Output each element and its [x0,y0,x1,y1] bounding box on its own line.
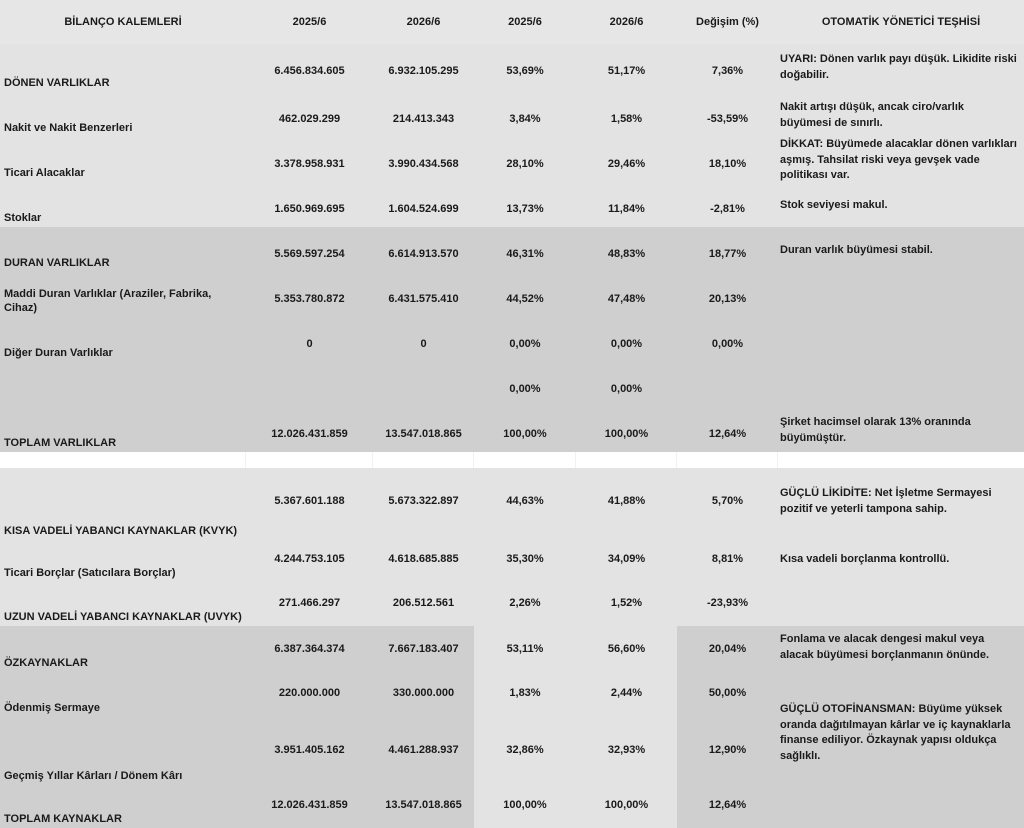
separator-cell[interactable] [0,452,246,468]
value-2026[interactable]: 13.547.018.865 [385,428,462,440]
table-row [0,626,1024,672]
header-2026-share[interactable]: 2026/6 [609,16,644,28]
row-label[interactable]: Ticari Borçlar (Satıcılara Borçlar) [4,567,176,579]
row-label[interactable]: KISA VADELİ YABANCI KAYNAKLAR (KVYK) [4,525,238,537]
separator-cell[interactable] [677,452,778,468]
table-row [0,137,1024,182]
share-2026[interactable]: 47,48% [607,293,646,305]
value-2025[interactable]: 12.026.431.859 [271,428,348,440]
table-row [0,227,1024,272]
share-2026[interactable]: 0,00% [610,383,643,395]
diagnosis-note[interactable]: Duran varlık büyümesi stabil. [780,244,933,256]
separator-cell[interactable] [778,452,1024,468]
value-2025[interactable]: 5.569.597.254 [274,248,345,260]
diagnosis-note[interactable]: UYARI: Dönen varlık payı düşük. Likidite riski doğabilir. [780,53,1017,81]
share-2026[interactable]: 2,44% [576,672,677,717]
separator-cell[interactable] [474,452,576,468]
value-2025[interactable]: 4.244.753.105 [274,553,345,565]
table-row [0,272,1024,317]
row-label[interactable]: TOPLAM VARLIKLAR [4,437,117,449]
table-row [0,317,1024,362]
diagnosis-note[interactable]: Şirket hacimsel olarak 13% oranında büyümüştür. [780,416,971,444]
value-2025[interactable]: 1.650.969.695 [274,203,345,215]
change-percent[interactable]: 12,64% [708,428,747,440]
share-2026[interactable]: 29,46% [607,158,646,170]
header-change[interactable]: Değişim (%) [696,16,759,28]
share-2025[interactable]: 0,00% [509,338,541,350]
share-2026[interactable]: 48,83% [607,248,646,260]
change-percent[interactable]: 20,04% [677,626,778,672]
value-2026[interactable]: 6.932.105.295 [388,65,459,77]
row-label[interactable] [0,362,246,407]
table-row [0,582,1024,626]
share-2025[interactable]: 1,83% [474,672,576,717]
row-label[interactable]: Ticari Alacaklar [4,167,85,179]
change-percent[interactable]: 18,10% [708,158,747,170]
row-label[interactable]: Stoklar [4,212,42,224]
share-2025[interactable]: 100,00% [503,428,547,440]
diagnosis-note[interactable]: GÜÇLÜ LİKİDİTE: Net İşletme Sermayesi pozitif ve yeterli tampona sahip. [780,487,992,515]
share-2026[interactable]: 41,88% [607,495,646,507]
change-percent[interactable]: -23,93% [707,597,748,609]
change-percent[interactable]: 50,00% [677,672,778,717]
share-2026[interactable]: 1,52% [610,597,643,609]
header-2026-amount[interactable]: 2026/6 [406,16,441,28]
header-2025-amount[interactable]: 2025/6 [292,16,327,28]
share-2025[interactable]: 32,86% [474,717,576,785]
separator-cell[interactable] [246,452,373,468]
value-2025[interactable]: 271.466.297 [278,597,341,609]
change-percent[interactable] [677,362,778,407]
header-diagnosis[interactable]: OTOMATİK YÖNETİCİ TEŞHİSİ [821,16,981,28]
value-2026[interactable]: 206.512.561 [392,597,455,609]
share-2026[interactable]: 32,93% [576,717,677,785]
value-2025[interactable]: 462.029.299 [278,113,341,125]
change-percent[interactable]: 12,64% [677,785,778,828]
row-label[interactable]: UZUN VADELİ YABANCI KAYNAKLAR (UVYK) [4,611,242,623]
value-2025[interactable]: 220.000.000 [246,672,373,717]
share-2026[interactable]: 34,09% [607,553,646,565]
row-label[interactable]: Maddi Duran Varlıklar (Araziler, Fabrika, Cihaz) [4,288,212,314]
change-percent[interactable]: 0,00% [711,338,744,350]
row-label[interactable]: Geçmiş Yıllar Kârları / Dönem Kârı [0,717,246,785]
value-2025[interactable]: 0 [306,338,313,350]
value-2025[interactable]: 3.378.958.931 [274,158,345,170]
separator-cell[interactable] [576,452,677,468]
change-percent[interactable]: 12,90% [677,717,778,785]
change-percent[interactable]: 7,36% [711,65,744,77]
value-2025[interactable]: 6.387.364.374 [246,626,373,672]
share-2025[interactable]: 100,00% [474,785,576,828]
value-2026[interactable]: 330.000.000 [373,672,474,717]
table-row [0,182,1024,227]
share-2026[interactable]: 11,84% [608,203,645,215]
diagnosis-note[interactable] [778,317,1024,362]
share-2025[interactable]: 44,52% [506,293,544,305]
table-row [0,407,1024,452]
table-row [0,785,1024,828]
change-percent[interactable]: 18,77% [708,248,747,260]
header-row [0,0,1024,44]
row-label[interactable]: Ödenmiş Sermaye [0,672,246,717]
share-2025[interactable]: 2,26% [509,597,541,609]
change-percent[interactable]: 5,70% [711,495,744,507]
diagnosis-note[interactable] [778,362,1024,407]
value-2026[interactable]: 7.667.183.407 [373,626,474,672]
diagnosis-note[interactable]: GÜÇLÜ OTOFİNANSMAN: Büyüme yüksek oranda dağıtılmayan kârlar ve iç kaynaklarla finanse ediliyor. Özkaynak yapısı oldukça sağlıklı. [778,702,1024,785]
share-2025[interactable]: 35,30% [506,553,544,565]
value-2026[interactable]: 0 [420,338,427,350]
table-row [0,44,1024,92]
value-2026[interactable] [373,362,474,407]
value-2026[interactable]: 4.618.685.885 [388,553,459,565]
diagnosis-note[interactable] [778,272,1024,317]
value-2026[interactable]: 6.614.913.570 [388,248,459,260]
value-2025[interactable] [246,362,373,407]
value-2025[interactable]: 5.353.780.872 [274,293,345,305]
share-2025[interactable]: 13,73% [506,203,544,215]
separator-cell[interactable] [373,452,474,468]
table-row [0,468,1024,540]
diagnosis-note[interactable] [778,582,1024,626]
row-label[interactable]: TOPLAM KAYNAKLAR [0,785,246,828]
share-2026[interactable]: 100,00% [604,428,649,440]
value-2026[interactable]: 5.673.322.897 [388,495,459,507]
header-2025-share[interactable]: 2025/6 [508,16,542,28]
row-label[interactable]: ÖZKAYNAKLAR [0,626,246,672]
diagnosis-note[interactable] [778,785,1024,828]
value-2026[interactable]: 13.547.018.865 [373,785,474,828]
share-2025[interactable]: 0,00% [509,383,541,395]
row-label[interactable]: Nakit ve Nakit Benzerleri [4,122,133,134]
diagnosis-note[interactable]: Stok seviyesi makul. [780,199,888,211]
section-separator [0,452,1024,468]
value-2026[interactable]: 6.431.575.410 [388,293,459,305]
row-label[interactable]: DURAN VARLIKLAR [4,257,110,269]
share-2026[interactable]: 100,00% [576,785,677,828]
value-2026[interactable]: 1.604.524.699 [388,203,459,215]
table-row [0,362,1024,407]
value-2025[interactable]: 3.951.405.162 [246,717,373,785]
share-2025[interactable]: 28,10% [506,158,544,170]
diagnosis-note[interactable]: Fonlama ve alacak dengesi makul veya alacak büyümesi borçlanmanın önünde. [778,626,1024,672]
share-2025[interactable]: 46,31% [506,248,544,260]
value-2025[interactable]: 5.367.601.188 [274,495,345,507]
row-label[interactable]: DÖNEN VARLIKLAR [4,77,110,89]
share-2025[interactable]: 3,84% [509,113,541,125]
change-percent[interactable]: -53,59% [707,113,748,125]
share-2025[interactable]: 53,11% [474,626,576,672]
value-2026[interactable]: 214.413.343 [392,113,455,125]
diagnosis-note[interactable]: DİKKAT: Büyümede alacaklar dönen varlıkları aşmış. Tahsilat riski veya gevşek vade politikası var. [780,138,1017,181]
table-row [0,92,1024,137]
change-percent[interactable]: 8,81% [711,553,744,565]
change-percent[interactable]: -2,81% [710,203,745,215]
share-2026[interactable]: 0,00% [610,338,643,350]
value-2025[interactable]: 6.456.834.605 [274,65,345,77]
table-row [0,540,1024,582]
diagnosis-note[interactable]: Nakit artışı düşük, ancak ciro/varlık büyümesi de sınırlı. [780,101,965,129]
share-2025[interactable]: 44,63% [506,495,544,507]
share-2026[interactable]: 1,58% [610,113,643,125]
share-2026[interactable]: 56,60% [576,626,677,672]
diagnosis-note[interactable]: Kısa vadeli borçlanma kontrollü. [780,553,950,565]
value-2025[interactable]: 12.026.431.859 [246,785,373,828]
row-label[interactable]: Diğer Duran Varlıklar [4,347,113,359]
share-2025[interactable]: 53,69% [506,65,544,77]
share-2026[interactable]: 51,17% [607,65,646,77]
value-2026[interactable]: 4.461.288.937 [373,717,474,785]
header-balance-items[interactable]: BİLANÇO KALEMLERİ [64,16,182,28]
value-2026[interactable]: 3.990.434.568 [388,158,459,170]
change-percent[interactable]: 20,13% [708,293,747,305]
